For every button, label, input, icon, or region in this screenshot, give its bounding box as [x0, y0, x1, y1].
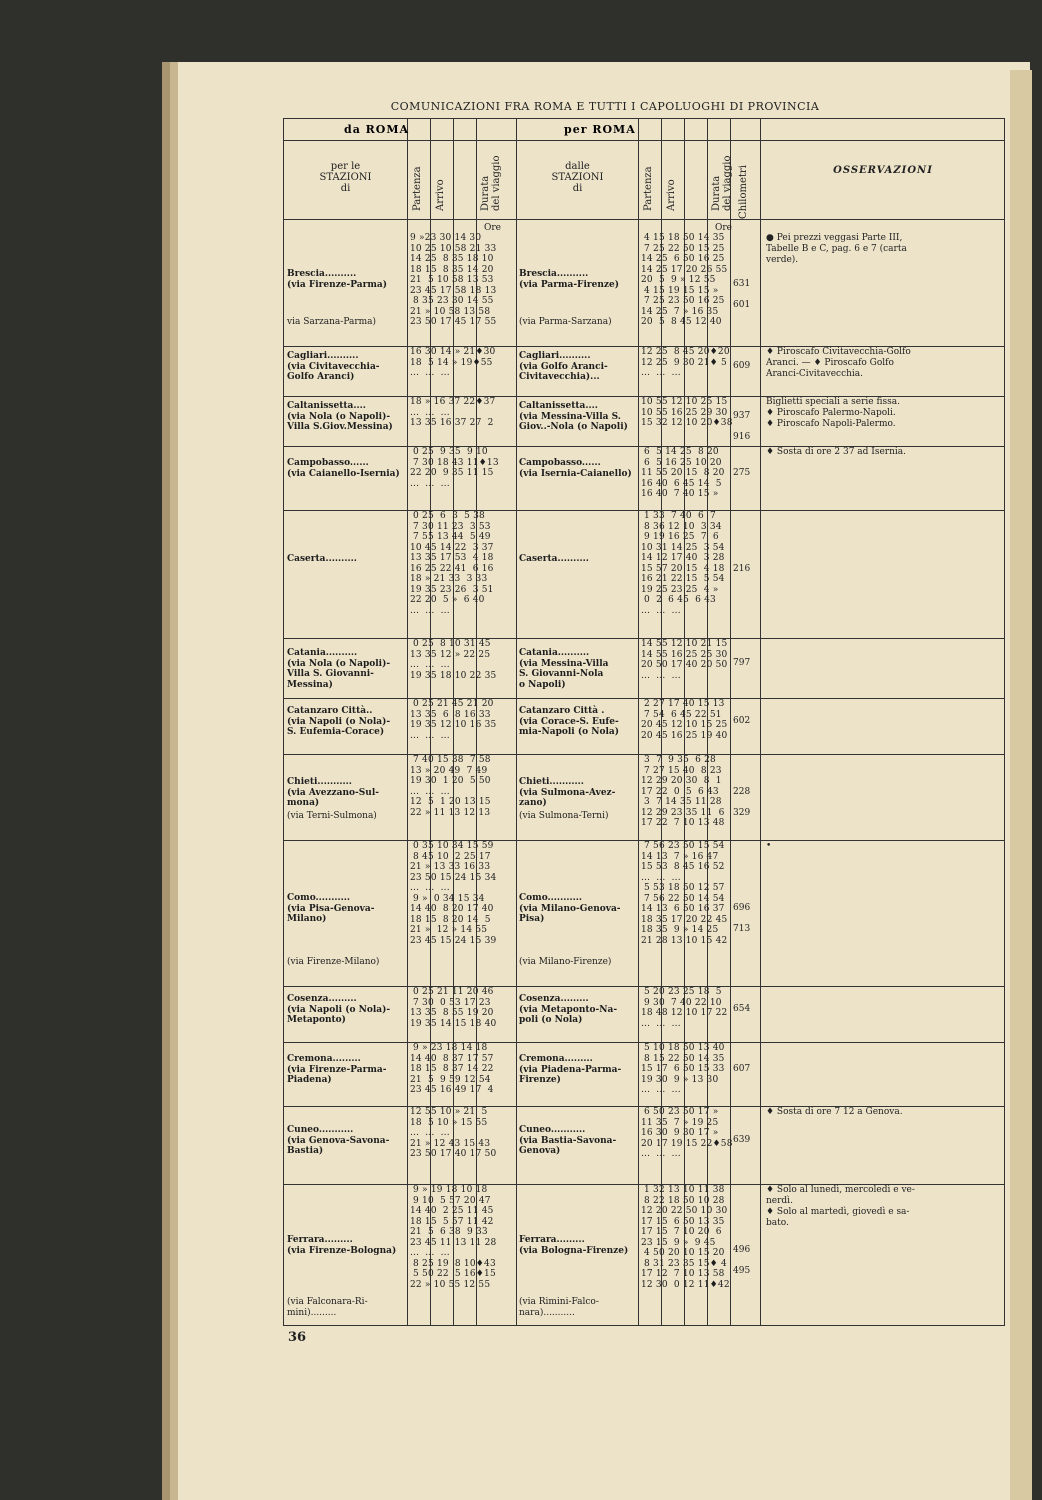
right-times: 2 27 17 40 15 13 7 54 6 45 22 51 20 45 12 10 15 25 20 45 16 25 19 40	[641, 699, 728, 741]
col-arrivo: Arrivo	[435, 179, 446, 211]
chilometri-value: 609	[733, 361, 751, 371]
chilometri-value: 696 713	[733, 903, 751, 934]
left-station: Campobasso...... (via Caianello-Isernia)	[287, 458, 400, 479]
right-station: Cuneo........... (via Bastia-Savona- Genova)	[519, 1125, 617, 1156]
left-station: Catania.......... (via Nola (o Napoli)- Villa S. Giovanni- Messina)	[287, 648, 391, 690]
ore-label-2: Ore	[715, 223, 733, 233]
left-station: Cremona......... (via Firenze-Parma- Piadena)	[287, 1054, 387, 1085]
chilometri-value: 275	[733, 468, 751, 478]
col-durata: Durata del viaggio	[480, 155, 502, 211]
col-arrivo-2: Arrivo	[666, 179, 677, 211]
osservazioni-note: ♦ Solo al lunedì, mercoledì e ve- nerdì. ♦ Solo al martedì, giovedì e sa- bato.	[766, 1185, 915, 1228]
right-times: 6 50 23 50 17 » 11 35 7 » 19 25 16 30 9 30 17 » 20 17 19 15 22♦58 ... ... ...	[641, 1107, 733, 1159]
chilometri-value: 797	[733, 658, 751, 668]
right-times: 7 56 23 50 15 54 14 13 7 » 16 47 15 53 8 45 16 52 ... ... ... 5 53 18 50 12 57 7 56 22 50 14 54 14 13 6 50 16 37 18 35 17 20 22 45 18 35 9 » 14 25 21 28 13 10 15 42	[641, 841, 728, 946]
right-station: Cremona......... (via Piadena-Parma- Firenze)	[519, 1054, 622, 1085]
left-station-via: via Sarzana-Parma)	[287, 317, 377, 327]
chilometri-value: 631 601	[733, 279, 751, 310]
section-per-roma: per ROMA	[564, 123, 636, 136]
right-station: Como........... (via Milano-Genova- Pisa)	[519, 893, 621, 924]
chilometri-value: 496 495	[733, 1245, 751, 1276]
right-station: Brescia.......... (via Parma-Firenze)	[519, 269, 619, 290]
osservazioni-note: ♦ Sosta di ore 7 12 a Genova.	[766, 1107, 903, 1117]
left-station-via: (via Firenze-Milano)	[287, 957, 380, 967]
col-line	[407, 119, 408, 1325]
right-station: Campobasso...... (via Isernia-Caianello)	[519, 458, 632, 479]
chilometri-value: 639	[733, 1135, 751, 1145]
left-times: 9 »23 30 14 30 10 25 10 58 21 33 14 25 8 35 18 10 18 15 8 35 14 20 21 5 10 58 13 53 23 45 17 58 18 13 8 35 23 30 14 55 21 » 10 58 13 58 23 50 17 45 17 55	[410, 233, 497, 327]
left-times: 18 » 16 37 22♦37 ... ... ... 13 35 16 37 27 2	[410, 397, 496, 428]
osservazioni-note: ♦ Sosta di ore 2 37 ad Isernia.	[766, 447, 906, 457]
chilometri-value: 937 916	[733, 411, 751, 442]
right-station: Cosenza......... (via Metaponto-Na- poli (o Nola)	[519, 994, 618, 1025]
left-times: 0 35 10 34 15 59 8 45 10 2 25 17 21 » 13 33 16 33 23 50 15 24 15 34 ... ... ... 9 » 0 34 15 34 14 40 8 20 17 40 18 15 8 20 14 5 21 » 12 » 14 55 23 45 15 24 15 39	[410, 841, 497, 946]
left-station: Ferrara......... (via Firenze-Bologna)	[287, 1235, 397, 1256]
col-per-le-stazioni: per le STAZIONI di	[319, 161, 372, 194]
right-station: Ferrara......... (via Bologna-Firenze)	[519, 1235, 629, 1256]
right-station-via: (via Milano-Firenze)	[519, 957, 612, 967]
page-header: COMUNICAZIONI FRA ROMA E TUTTI I CAPOLUOGHI DI PROVINCIA	[390, 100, 820, 113]
chilometri-value: 216	[733, 564, 751, 574]
left-station-via: (via Terni-Sulmona)	[287, 811, 377, 821]
right-times: 5 10 18 50 13 40 8 15 22 50 14 35 15 17 6 50 15 33 19 30 9 » 13 30 ... ... ...	[641, 1043, 725, 1095]
chilometri-value: 602	[733, 716, 751, 726]
col-line	[760, 119, 761, 1325]
right-station: Catania.......... (via Messina-Villa S. Giovanni-Nola o Napoli)	[519, 648, 609, 690]
left-times: 0 25 8 10 31 45 13 35 12 » 22 25 ... ... ... 19 35 18 10 22 35	[410, 639, 497, 681]
left-times: 7 40 15 38 7 58 13 » 20 49 7 49 19 30 1 20 5 50 ... ... ... 12 5 1 20 13 15 22 » 11 13 12 13	[410, 755, 491, 818]
row-line	[284, 140, 1004, 141]
timetable	[283, 118, 1005, 1326]
left-times: 0 25 21 11 20 46 7 30 0 53 17 23 13 35 8 55 19 20 19 35 14 15 18 40	[410, 987, 497, 1029]
col-partenza-2: Partenza	[643, 166, 654, 211]
right-station: Chieti........... (via Sulmona-Avez- zano)	[519, 777, 616, 808]
left-times: 12 55 10 » 21 5 18 5 10 » 15 55 ... ... ... 21 » 12 43 15 43 23 50 17 40 17 50	[410, 1107, 497, 1159]
left-times: 9 » 23 18 14 18 14 40 8 37 17 57 18 15 8 37 14 22 21 5 9 59 12 54 23 45 16 49 17 4	[410, 1043, 494, 1095]
right-station: Cagliari.......... (via Golfo Aranci- Civitavecchia)...	[519, 351, 608, 382]
left-station: Cosenza......... (via Napoli (o Nola)- Metaponto)	[287, 994, 391, 1025]
col-durata-2: Durata del viaggio	[711, 155, 733, 211]
right-times: 3 7 9 35 6 28 7 27 15 40 8 23 12 29 20 30 8 1 17 22 0 5 6 43 3 7 14 35 11 28 12 29 23 35 11 6 17 22 7 10 13 48	[641, 755, 725, 828]
right-times: 4 15 18 50 14 35 7 25 22 50 15 25 14 25 6 50 16 25 14 25 17 20 26 55 20 5 9 » 12 55 4 15 19 15 15 » 7 25 23 50 16 25 14 25 7 » 16 35 20 5 8 45 12 40	[641, 233, 728, 327]
left-station-via: (via Falconara-Ri- mini).........	[287, 1297, 368, 1318]
col-line	[516, 119, 517, 1325]
page-number: 36	[288, 1330, 307, 1345]
left-times: 0 25 21 45 21 20 13 35 6 8 16 33 19 35 12 10 16 35 ... ... ...	[410, 699, 497, 741]
left-times: 0 25 9 35 9 10 7 30 18 43 11♦13 22 20 9 35 11 15 ... ... ...	[410, 447, 499, 489]
right-times: 1 32 13 10 11 38 8 22 18 50 10 28 12 20 22 50 10 30 17 15 6 50 13 35 17 15 7 10 20 6 23 15 9 » 9 45 4 50 20 10 15 20 8 31 23 35 15♦ 4 17 12 7 10 13 58 12 30 0 12 11♦42	[641, 1185, 730, 1290]
right-times: 14 55 12 10 21 15 14 55 16 25 25 30 20 50 17 40 20 50 ... ... ...	[641, 639, 728, 681]
left-station: Brescia.......... (via Firenze-Parma)	[287, 269, 387, 290]
col-partenza: Partenza	[412, 166, 423, 211]
right-station-via: (via Parma-Sarzana)	[519, 317, 612, 327]
section-da-roma: da ROMA	[344, 123, 410, 136]
left-station: Cuneo........... (via Genova-Savona- Bastia)	[287, 1125, 390, 1156]
ore-label: Ore	[484, 223, 502, 233]
right-station-via: (via Rimini-Falco- nara)...........	[519, 1297, 599, 1318]
row-line	[284, 219, 1004, 220]
right-times: 10 55 12 10 25 15 10 55 16 25 29 30 15 32 12 10 20♦38	[641, 397, 733, 428]
osservazioni-note: ♦ Piroscafo Civitavecchia-Golfo Aranci. — ♦ Piroscafo Golfo Aranci-Civitavecchia.	[766, 347, 911, 379]
col-chilometri: Chilometri	[738, 165, 749, 219]
right-station: Catanzaro Città . (via Corace-S. Eufe- mia-Napoli (o Nola)	[519, 706, 619, 737]
right-times: 5 20 23 25 18 5 9 30 7 40 22 10 18 48 12 10 17 22 ... ... ...	[641, 987, 728, 1029]
left-station: Caserta..........	[287, 554, 357, 564]
col-dalle-stazioni: dalle STAZIONI di	[551, 161, 604, 194]
left-times: 9 » 19 18 10 18 9 10 5 57 20 47 14 40 2 25 11 45 18 15 5 57 11 42 21 5 6 38 9 33 23 45 11 13 11 28 ... ... ... 8 25 19 8 10♦43 5 50 22 5 16♦15 22 » 10 55 12 55	[410, 1185, 497, 1290]
right-times: 12 25 8 45 20♦20 12 25 9 30 21♦ 5 ... ... ...	[641, 347, 730, 378]
right-station: Caltanissetta.... (via Messina-Villa S. Giov..-Nola (o Napoli)	[519, 401, 628, 432]
right-times: 6 5 14 25 8 20 6 5 16 25 10 20 11 55 20 15 8 20 16 40 6 45 14 5 16 40 7 40 15 »	[641, 447, 725, 499]
right-station-via: (via Sulmona-Terni)	[519, 811, 609, 821]
osservazioni-note: ● Pei prezzi veggasi Parte III, Tabelle B e C, pag. 6 e 7 (carta verde).	[766, 233, 907, 265]
col-line	[638, 119, 639, 1325]
left-times: 0 25 6 3 5 38 7 30 11 23 3 53 7 55 13 44 5 49 10 45 14 22 3 37 13 35 17 53 4 18 16 25 22 41 6 16 18 » 21 33 3 33 19 35 23 26 3 51 22 20 5 » 6 40 ... ... ...	[410, 511, 494, 616]
left-station: Cagliari.......... (via Civitavecchia- Golfo Aranci)	[287, 351, 380, 382]
chilometri-value: 607	[733, 1064, 751, 1074]
col-osservazioni: OSSERVAZIONI	[833, 165, 933, 176]
left-times: 16 30 14 » 21♦30 18 5 14 » 19♦55 ... ... ...	[410, 347, 496, 378]
osservazioni-note: •	[766, 841, 772, 851]
left-station: Caltanissetta.... (via Nola (o Napoli)- Villa S.Giov.Messina)	[287, 401, 393, 432]
left-station: Chieti........... (via Avezzano-Sul- mona)	[287, 777, 379, 808]
chilometri-value: 654	[733, 1004, 751, 1014]
page-edge	[1010, 70, 1032, 1500]
osservazioni-note: Biglietti speciali a serie fissa. ♦ Piroscafo Palermo-Napoli. ♦ Piroscafo Napoli-Palermo.	[766, 397, 900, 429]
right-times: 1 33 7 40 6 7 8 36 12 10 3 34 9 19 16 25 7 6 10 31 14 25 3 54 14 12 17 40 3 28 15 57 20 15 4 18 16 21 22 15 5 54 19 25 23 25 4 » 0 2 6 45 6 43 ... ... ...	[641, 511, 725, 616]
chilometri-value: 228 329	[733, 787, 751, 818]
right-station: Caserta..........	[519, 554, 589, 564]
left-station: Catanzaro Città.. (via Napoli (o Nola)- S. Eufemia-Corace)	[287, 706, 391, 737]
left-station: Como........... (via Pisa-Genova- Milano)	[287, 893, 375, 924]
